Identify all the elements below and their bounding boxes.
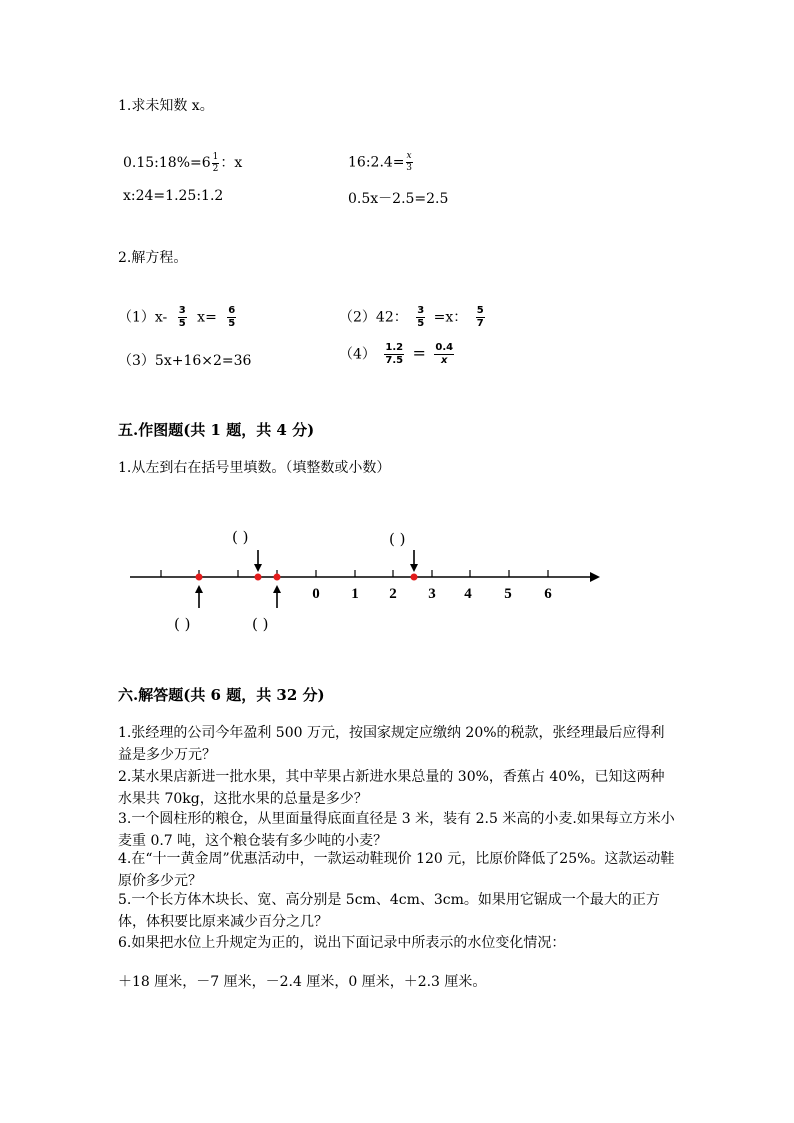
equation-1-right: ：x: [220, 155, 243, 171]
question-2-title: 2.解方程。: [118, 250, 188, 266]
equation-2: [348, 152, 414, 173]
down-arrow-icon: [410, 550, 418, 572]
problem-5: 5.一个长方体木块长、宽、高分别是 5cm、4cm、3cm。如果用它锯成一个最大的正方体，体积要比原来减少百分之几？: [118, 892, 660, 930]
answer-blank-top-2[interactable]: ( ): [389, 530, 406, 548]
tick-marks: [161, 570, 548, 577]
tick-label: 0: [312, 586, 320, 602]
up-arrow-icon: [195, 585, 203, 608]
answer-blank-bottom-2[interactable]: ( ): [252, 615, 269, 633]
fraction-numerator: 3: [178, 305, 186, 316]
red-point: [274, 574, 281, 581]
fraction-numerator: 1: [212, 151, 219, 162]
fraction-numerator: 5: [476, 305, 484, 316]
problem-2-1: [118, 306, 242, 329]
fraction-numerator: 0.4: [435, 342, 454, 353]
problem-2-2-fraction-a: [416, 306, 425, 329]
problem-2: 2.某水果店新进一批水果，其中苹果占新进水果总量的 30%，香蕉占 40%，已知这两种水果共 70kg，这批水果的总量是多少？: [118, 769, 665, 807]
red-points: [196, 574, 418, 581]
tick-labels: [312, 586, 552, 602]
equation-4: 0.5x－2.5=2.5: [348, 191, 449, 207]
section-6-heading: 六.解答题(共 6 题，共 32 分): [118, 686, 325, 704]
section-5-heading: 五.作图题(共 1 题，共 4 分): [118, 421, 315, 439]
down-arrow-icon: [254, 550, 262, 572]
tick-label: 6: [544, 586, 552, 602]
problem-2-1-label: （1）x-: [118, 309, 168, 326]
equation-2-left: 16:2.4=: [348, 154, 405, 171]
problem-2-2-mid: =x：: [433, 309, 468, 326]
fraction-numerator: 6: [228, 305, 236, 316]
equation-3: x:24=1.25:1.2: [123, 188, 224, 204]
problem-2-4-fraction-b: [434, 343, 454, 366]
red-point: [196, 574, 203, 581]
water-level-record: ＋18 厘米，－7 厘米，－2.4 厘米，0 厘米，＋2.3 厘米。: [118, 974, 487, 990]
red-point: [255, 574, 262, 581]
equation-1: [123, 152, 242, 174]
fraction-denominator: 5: [228, 318, 236, 329]
problem-2-2-fraction-b: [476, 306, 485, 329]
equation-1-left: 0.15:18%=6: [123, 155, 211, 171]
problem-4: 4.在“十一黄金周”优惠活动中，一款运动鞋现价 120 元，比原价降低了25%。这款运动鞋原价多少元？: [118, 851, 675, 889]
problem-2-3: （3）5x+16×2=36: [118, 353, 252, 369]
tick-label: 2: [389, 586, 397, 602]
fraction-denominator: 5: [178, 318, 186, 329]
answer-blank-top-1[interactable]: ( ): [232, 528, 249, 546]
equation-2-fraction: [406, 152, 413, 173]
fraction-denominator: 2: [212, 163, 219, 174]
problem-2-2-label: （2）42：: [339, 309, 408, 326]
equation-1-fraction: [212, 153, 220, 174]
problem-2-4-fraction-a: [384, 343, 404, 366]
problem-2-4-label: （4）: [339, 346, 376, 363]
fraction-numerator: 1.2: [385, 342, 404, 353]
fraction-numerator: x: [406, 151, 412, 161]
tick-label: 5: [504, 586, 512, 602]
answer-blank-bottom-1[interactable]: ( ): [174, 615, 191, 633]
problem-2-1-mid: x=: [197, 309, 217, 326]
tick-label: 1: [351, 586, 359, 602]
problem-2-4-equals: =: [412, 343, 426, 363]
problem-2-4: [339, 343, 458, 366]
up-arrow-icon: [273, 585, 281, 608]
number-line-arrowhead: [590, 572, 600, 582]
fraction-denominator: 7: [476, 318, 484, 329]
tick-label: 3: [428, 586, 436, 602]
problem-2-1-fraction-b: [227, 306, 236, 329]
problem-2-2: [339, 306, 489, 329]
problem-2-1-fraction-a: [178, 306, 187, 329]
fraction-denominator: 5: [417, 318, 425, 329]
problem-1: 1.张经理的公司今年盈利 500 万元，按国家规定应缴纳 20%的税款，张经理最后应得利益是多少万元？: [118, 725, 665, 763]
problem-6: 6.如果把水位上升规定为正的，说出下面记录中所表示的水位变化情况：: [118, 935, 566, 951]
section-5-question-1: 1.从左到右在括号里填数。（填整数或小数）: [118, 460, 391, 476]
problem-3: 3.一个圆柱形的粮仓，从里面量得底面直径是 3 米，装有 2.5 米高的小麦.如果每立方米小麦重 0.7 吨，这个粮仓装有多少吨的小麦？: [118, 811, 675, 849]
fraction-numerator: 3: [417, 305, 425, 316]
fraction-denominator: 3: [406, 163, 412, 173]
fraction-denominator: x: [441, 355, 448, 366]
tick-label: 4: [464, 586, 472, 602]
red-point: [411, 574, 418, 581]
fraction-denominator: 7.5: [385, 355, 404, 366]
question-1-title: 1.求未知数 x。: [118, 98, 214, 114]
